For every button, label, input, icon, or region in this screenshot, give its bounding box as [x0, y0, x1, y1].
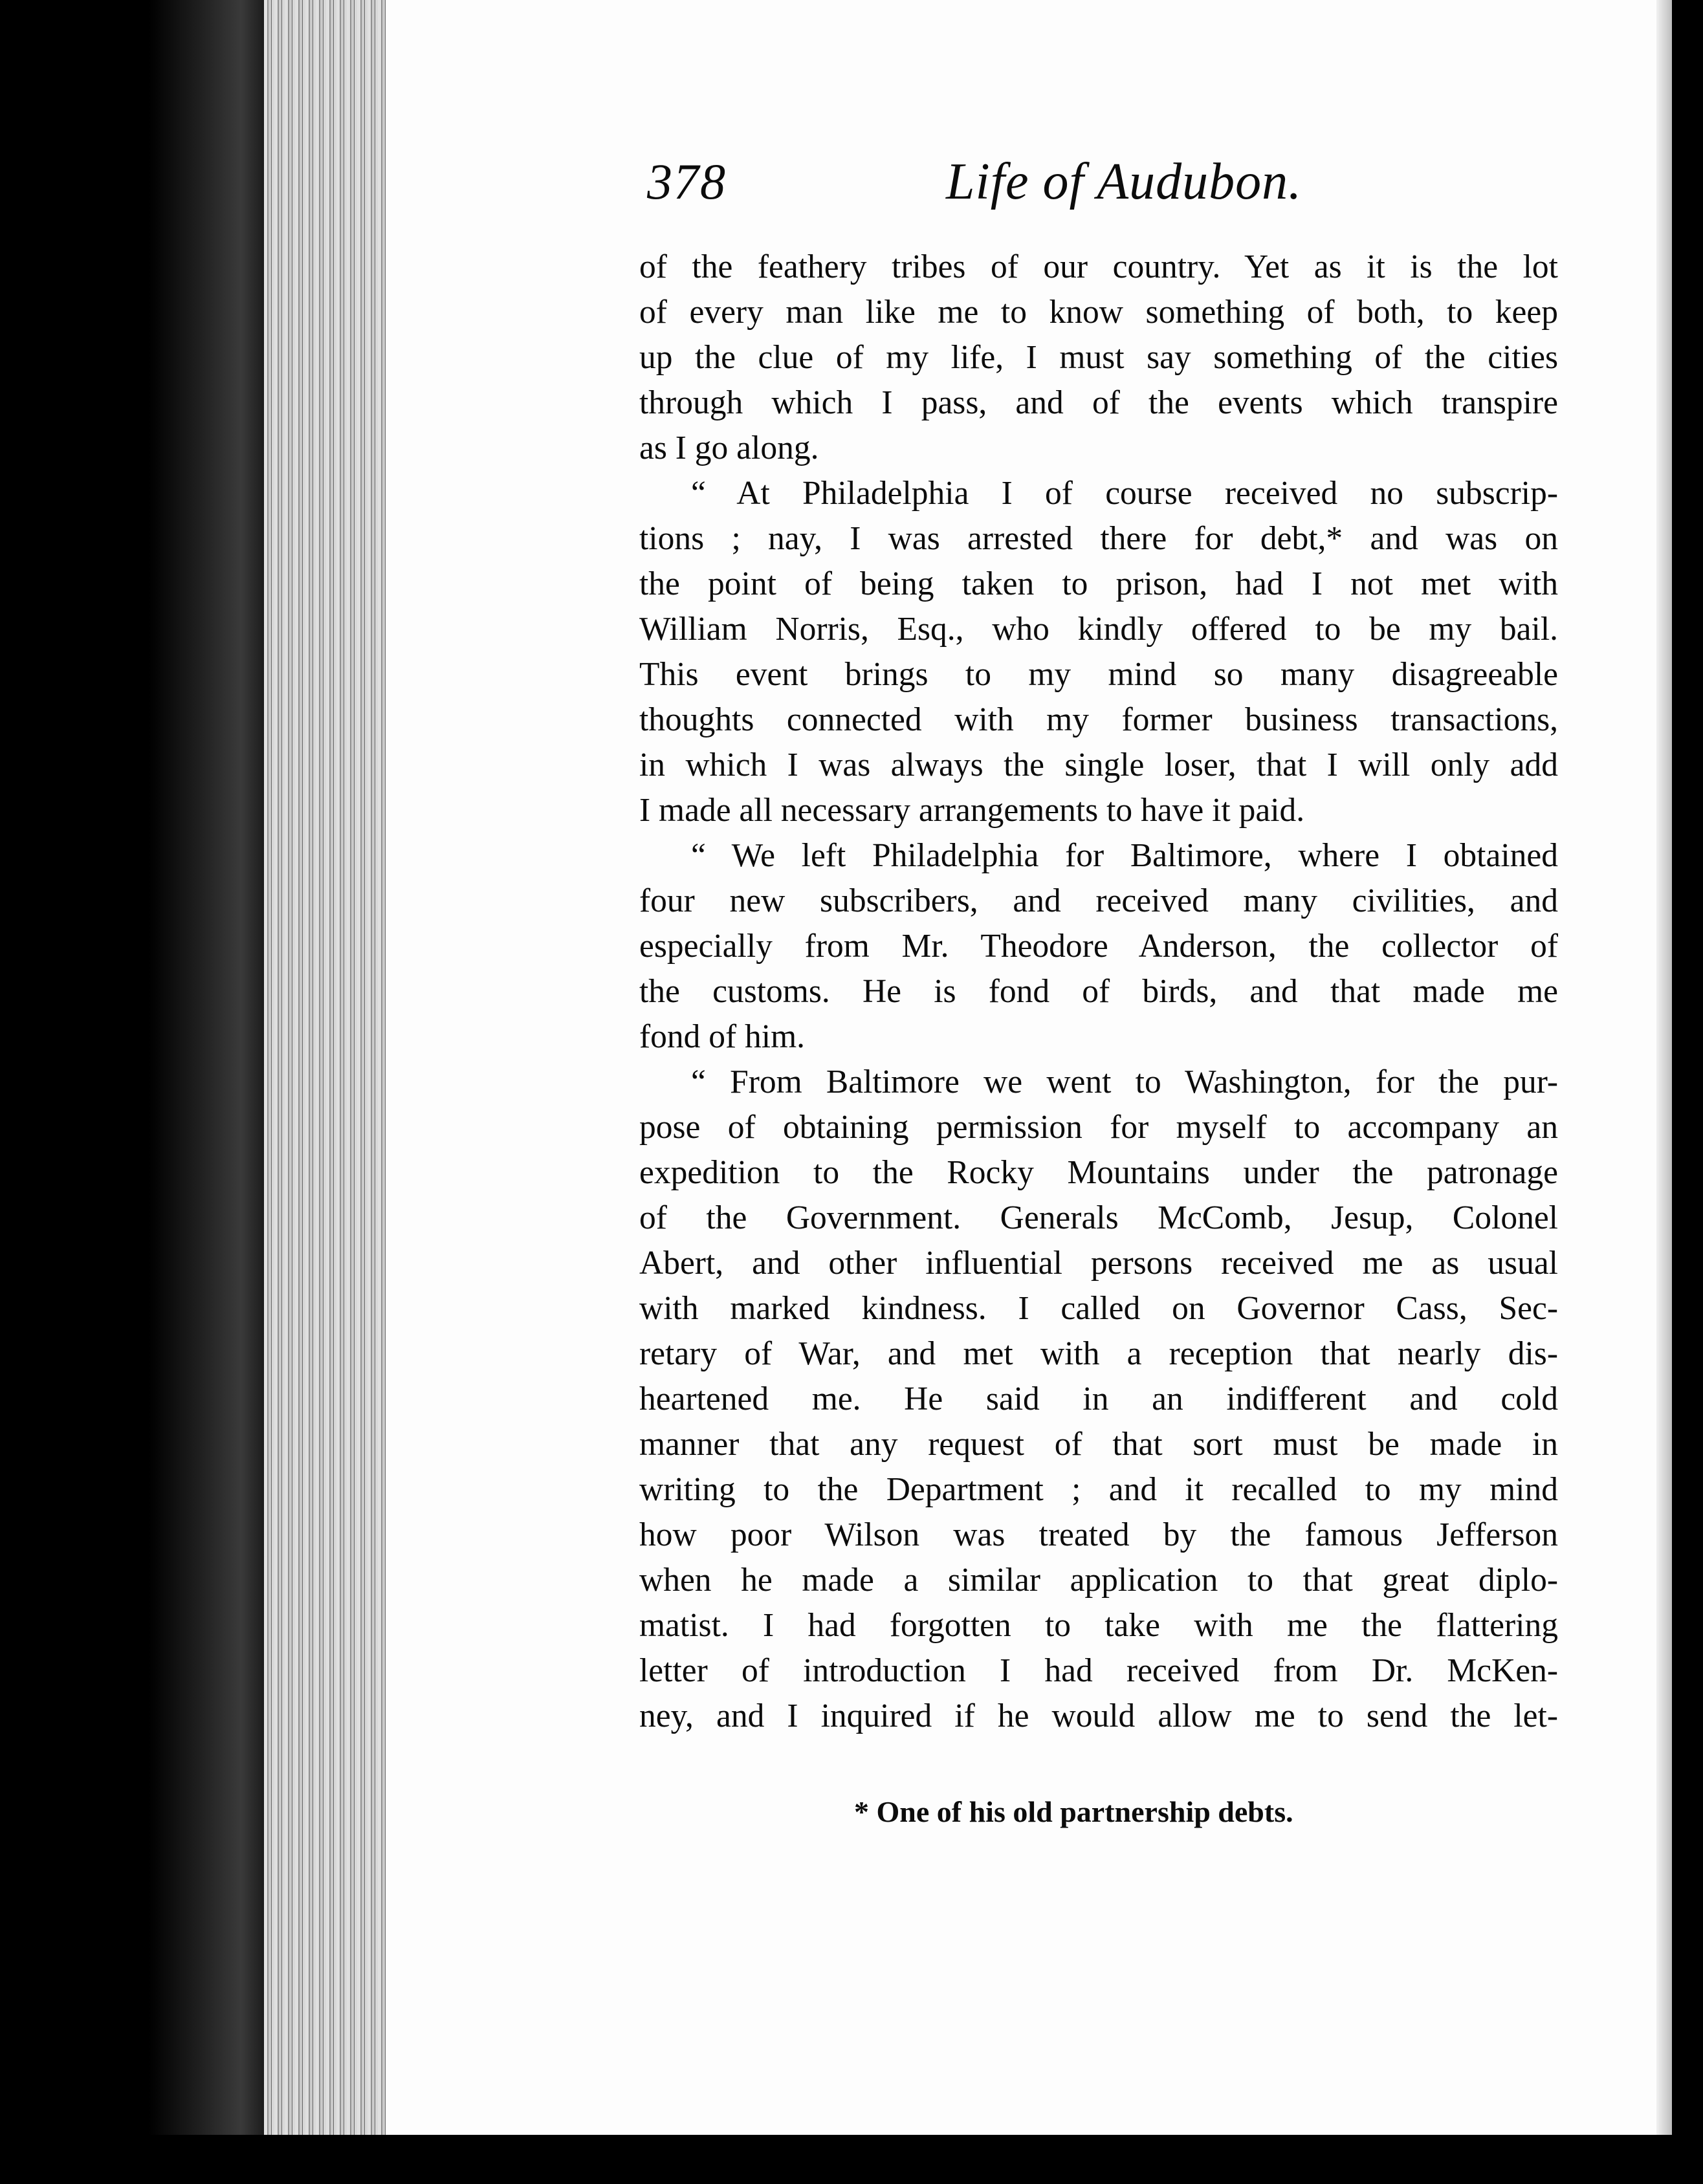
text-line: ney, and I inquired if he would allow me to send the let-: [639, 1698, 1558, 1734]
text-line: when he made a similar application to that great diplo-: [639, 1562, 1558, 1599]
text-line: “ We left Philadelphia for Baltimore, where I obtained: [691, 837, 1558, 874]
text-line: the customs. He is fond of birds, and that made me: [639, 973, 1558, 1010]
text-line: up the clue of my life, I must say something of the cities: [639, 339, 1558, 376]
text-line: in which I was always the single loser, that I will only add: [639, 747, 1558, 783]
text-line: heartened me. He said in an indifferent and cold: [639, 1381, 1558, 1417]
text-line: tions ; nay, I was arrested there for debt,* and was on: [639, 520, 1558, 557]
text-line: I made all necessary arrangements to have it paid.: [639, 792, 1305, 829]
text-line: as I go along.: [639, 430, 819, 466]
text-line: of the Government. Generals McComb, Jesup, Colonel: [639, 1199, 1558, 1236]
scan-border: [0, 2135, 1703, 2184]
text-line: pose of obtaining permission for myself to accompany an: [639, 1109, 1558, 1146]
text-line: especially from Mr. Theodore Anderson, the collector of: [639, 928, 1558, 965]
text-line: This event brings to my mind so many disagreeable: [639, 656, 1558, 693]
text-line: “ At Philadelphia I of course received no subscrip-: [691, 475, 1558, 512]
body-text: [639, 245, 1558, 1739]
running-title: Life of Audubon.: [946, 153, 1302, 210]
text-line: of the feathery tribes of our country. Yet as it is the lot: [639, 248, 1558, 285]
text-line: fond of him.: [639, 1018, 806, 1055]
text-line: expedition to the Rocky Mountains under the patronage: [639, 1154, 1558, 1191]
running-head: [647, 153, 1566, 224]
text-line: the point of being taken to prison, had I not met with: [639, 565, 1558, 602]
text-line: Abert, and other influential persons received me as usual: [639, 1245, 1558, 1282]
paragraph: [639, 1060, 1558, 1739]
page-right-edge: [1656, 0, 1672, 2135]
text-line: “ From Baltimore we went to Washington, for the pur-: [691, 1064, 1558, 1100]
text-line: thoughts connected with my former business transactions,: [639, 701, 1558, 738]
text-line: four new subscribers, and received many civilities, and: [639, 882, 1558, 919]
text-line: William Norris, Esq., who kindly offered to be my bail.: [639, 611, 1558, 648]
page-number: 378: [647, 153, 727, 210]
paragraph: [639, 471, 1558, 833]
text-line: with marked kindness. I called on Governor Cass, Sec-: [639, 1290, 1558, 1327]
text-line: of every man like me to know something of both, to keep: [639, 294, 1558, 331]
text-line: letter of introduction I had received from Dr. McKen-: [639, 1652, 1558, 1689]
text-line: retary of War, and met with a reception that nearly dis-: [639, 1335, 1558, 1372]
text-line: through which I pass, and of the events which transpire: [639, 384, 1558, 421]
text-line: manner that any request of that sort must be made in: [639, 1426, 1558, 1463]
text-line: matist. I had forgotten to take with me the flattering: [639, 1607, 1558, 1644]
page-edges: [264, 0, 387, 2145]
binding-shadow: [149, 0, 272, 2145]
paragraph: [639, 245, 1558, 471]
footnote: * One of his old partnership debts.: [854, 1795, 1293, 1828]
text-line: writing to the Department ; and it recalled to my mind: [639, 1471, 1558, 1508]
paragraph: [639, 833, 1558, 1060]
text-line: how poor Wilson was treated by the famous Jefferson: [639, 1516, 1558, 1553]
